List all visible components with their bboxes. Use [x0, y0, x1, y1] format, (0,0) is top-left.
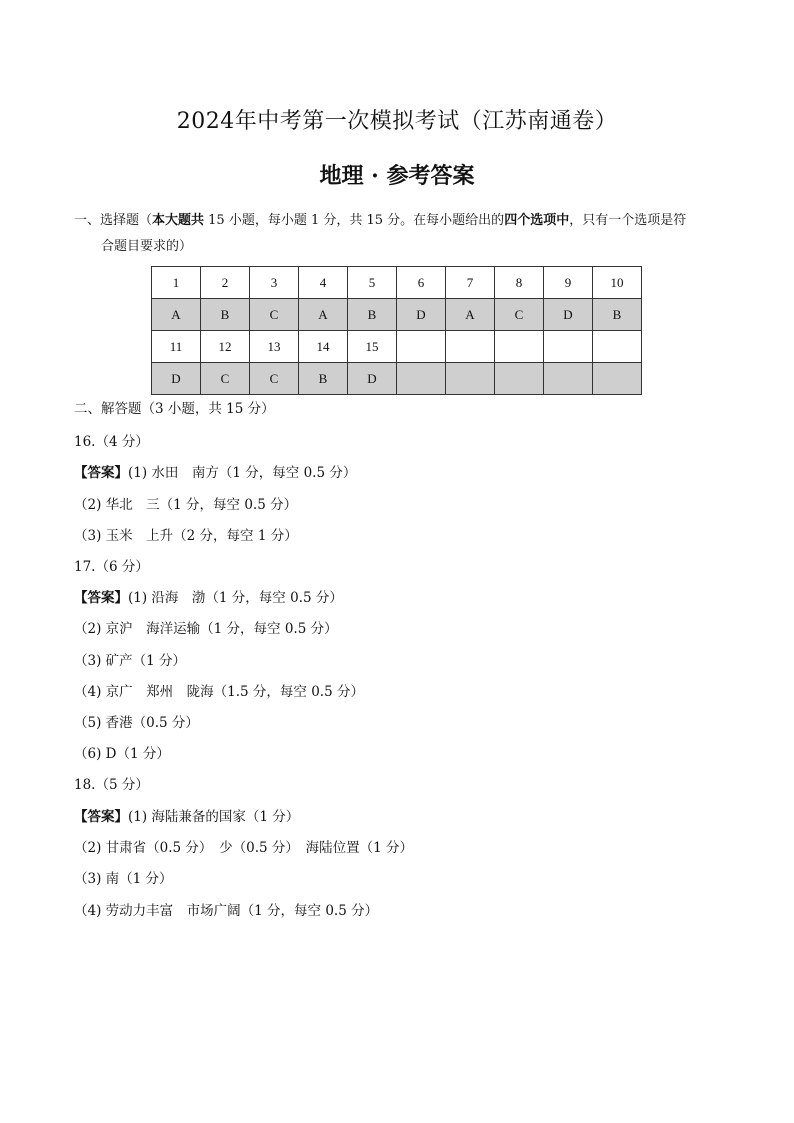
- table-cell: 4: [299, 267, 348, 299]
- table-cell: B: [593, 299, 642, 331]
- table-cell: 10: [593, 267, 642, 299]
- section1-prefix: 一、选择题（: [74, 213, 153, 228]
- table-cell: [397, 331, 446, 363]
- table-cell: 9: [544, 267, 593, 299]
- table-cell: 14: [299, 331, 348, 363]
- q18-answer-line-2: （2) 甘肃省（0.5 分） 少（0.5 分） 海陆位置（1 分）: [74, 840, 414, 856]
- section1-bold-text-2: 四个选项中: [504, 213, 570, 228]
- table-row-numbers-2: [152, 331, 642, 363]
- section1-instructions-line2: 合题目要求的）: [101, 239, 193, 254]
- table-cell: [544, 363, 593, 395]
- table-cell: [397, 363, 446, 395]
- table-cell: 2: [201, 267, 250, 299]
- answer-text: (1) 海陆兼备的国家（1 分）: [128, 809, 300, 825]
- q17-answer-line-5: （5) 香港（0.5 分）: [74, 715, 199, 731]
- q18-answer-line-4: （4) 劳动力丰富 市场广阔（1 分，每空 0.5 分）: [74, 903, 379, 919]
- table-cell: 8: [495, 267, 544, 299]
- q16-heading: 16.（4 分）: [74, 434, 149, 450]
- table-cell: A: [152, 299, 201, 331]
- table-cell: [446, 331, 495, 363]
- table-cell: [446, 363, 495, 395]
- page-subtitle: 地理 · 参考答案: [319, 163, 475, 189]
- table-cell: 11: [152, 331, 201, 363]
- table-cell: D: [152, 363, 201, 395]
- q17-answer-line-4: （4) 京广 郑州 陇海（1.5 分，每空 0.5 分）: [74, 684, 364, 700]
- section2-heading: 二、解答题（3 小题，共 15 分）: [74, 401, 275, 417]
- table-cell: D: [397, 299, 446, 331]
- table-cell: C: [201, 363, 250, 395]
- section1-suffix: ，只有一个选项是符: [569, 213, 687, 228]
- answer-tag: 【答案】: [74, 809, 128, 825]
- table-row-answers-1: [152, 299, 642, 331]
- q17-answer-line-6: （6) D（1 分）: [74, 746, 170, 762]
- table-cell: C: [495, 299, 544, 331]
- table-cell: [593, 363, 642, 395]
- q16-answer-line-2: （2) 华北 三（1 分，每空 0.5 分）: [74, 497, 298, 513]
- answer-tag: 【答案】: [74, 465, 128, 481]
- table-cell: [495, 331, 544, 363]
- table-cell: 6: [397, 267, 446, 299]
- table-cell: 12: [201, 331, 250, 363]
- table-cell: 1: [152, 267, 201, 299]
- table-cell: B: [201, 299, 250, 331]
- q17-answer-line-3: （3) 矿产（1 分）: [74, 653, 187, 669]
- table-cell: 15: [348, 331, 397, 363]
- table-cell: D: [348, 363, 397, 395]
- answer-tag: 【答案】: [74, 590, 128, 606]
- q16-answer-line-3: （3) 玉米 上升（2 分，每空 1 分）: [74, 528, 298, 544]
- answer-text: (1) 水田 南方（1 分，每空 0.5 分）: [128, 465, 357, 481]
- table-cell: [593, 331, 642, 363]
- table-cell: 3: [250, 267, 299, 299]
- q18-answer-line-1: [74, 808, 299, 826]
- table-cell: 5: [348, 267, 397, 299]
- section1-instructions-line1: [74, 212, 686, 230]
- table-cell: A: [446, 299, 495, 331]
- q17-answer-line-2: （2) 京沪 海洋运输（1 分，每空 0.5 分）: [74, 621, 338, 637]
- section1-bold-text: 本大题共: [152, 213, 205, 228]
- page-title: 2024年中考第一次模拟考试（江苏南通卷）: [176, 109, 618, 134]
- table-cell: [544, 331, 593, 363]
- table-cell: 13: [250, 331, 299, 363]
- q17-heading: 17.（6 分）: [74, 559, 149, 575]
- choice-answer-table: [151, 266, 642, 395]
- table-cell: A: [299, 299, 348, 331]
- table-cell: D: [544, 299, 593, 331]
- q16-answer-line-1: [74, 464, 356, 482]
- table-cell: B: [299, 363, 348, 395]
- table-cell: 7: [446, 267, 495, 299]
- table-cell: [495, 363, 544, 395]
- table-cell: B: [348, 299, 397, 331]
- q17-answer-line-1: [74, 589, 343, 607]
- section1-mid-text: 15 小题，每小题 1 分，共 15 分。在每小题给出的: [204, 213, 505, 228]
- table-cell: C: [250, 363, 299, 395]
- q18-heading: 18.（5 分）: [74, 777, 149, 793]
- answer-text: (1) 沿海 渤（1 分，每空 0.5 分）: [128, 590, 343, 606]
- table-row-numbers-1: [152, 267, 642, 299]
- table-row-answers-2: [152, 363, 642, 395]
- table-cell: C: [250, 299, 299, 331]
- q18-answer-line-3: （3) 南（1 分）: [74, 871, 173, 887]
